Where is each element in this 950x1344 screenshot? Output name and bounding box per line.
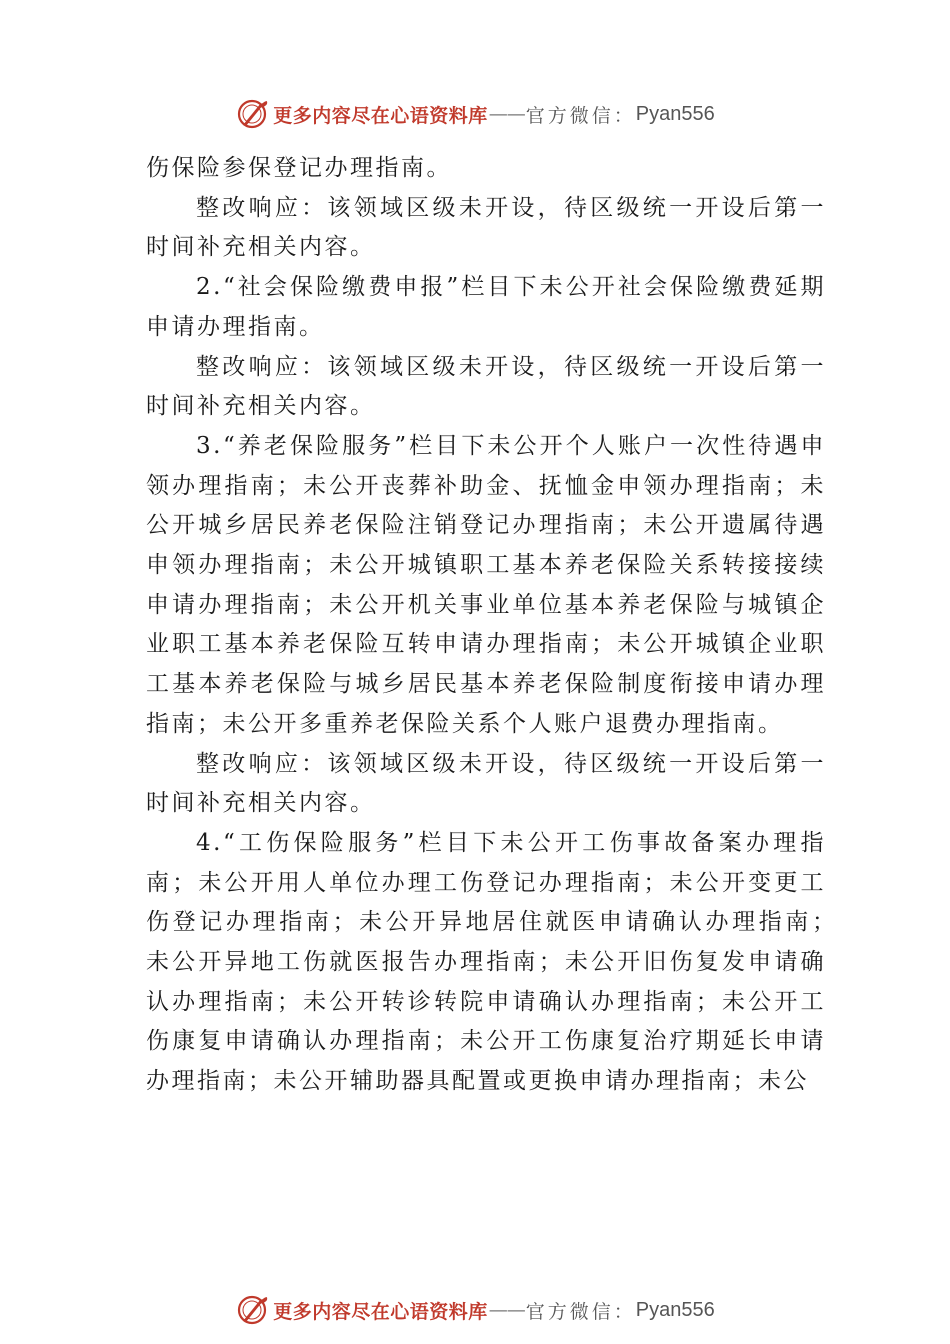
footer-watermark-banner bbox=[0, 1290, 950, 1330]
wechat-id: Pyan556 bbox=[635, 1298, 715, 1321]
document-body bbox=[146, 149, 852, 1102]
quill-seal-icon bbox=[235, 97, 269, 131]
wechat-label: 官方微信： bbox=[525, 104, 636, 127]
brand-name: 更多内容尽在心语资料库 bbox=[273, 1300, 488, 1323]
wechat-id: Pyan556 bbox=[635, 102, 715, 125]
wechat-label: 官方微信： bbox=[525, 1300, 636, 1323]
paragraph-3: 2.“社会保险缴费申报”栏目下未公开社会保险缴费延期申请办理指南。 bbox=[146, 274, 826, 340]
paragraph-2: 整改响应：该领域区级未开设，待区级统一开设后第一时间补充相关内容。 bbox=[146, 194, 826, 261]
paragraph-1: 伤保险参保登记办理指南。 bbox=[146, 155, 452, 181]
brand-name: 更多内容尽在心语资料库 bbox=[273, 104, 488, 127]
paragraph-4: 整改响应：该领域区级未开设，待区级统一开设后第一时间补充相关内容。 bbox=[146, 353, 826, 420]
separator: —— bbox=[488, 103, 525, 125]
separator: —— bbox=[488, 1299, 525, 1321]
quill-seal-icon bbox=[235, 1293, 269, 1327]
paragraph-7: 4.“工伤保险服务”栏目下未公开工伤事故备案办理指南；未公开用人单位办理工伤登记办理指南；未公开变更工伤登记办理指南；未公开异地居住就医申请确认办理指南； 未公开异地工伤就医报告办理指南；未公开旧伤复发申请确认办理指南；未公开转诊转院申请确认办理指南；未公开工伤康复申请确认办理指南；未公开工伤康复治疗期延长申请办理指南；未公开辅助器具配置或更换申请办理指南；未公 bbox=[146, 829, 852, 1095]
header-watermark-banner bbox=[0, 94, 950, 134]
paragraph-5: 3.“养老保险服务”栏目下未公开个人账户一次性待遇申领办理指南；未公开丧葬补助金、抚恤金申领办理指南；未公开城乡居民养老保险注销登记办理指南；未公开遗属待遇申领办理指南；未公开城镇职工基本养老保险关系转接接续申请办理指南；未公开机关事业单位基本养老保险与城镇企业职工基本养老保险互转申请办理指南；未公开城镇企业职工基本养老保险与城乡居民基本养老保险制度衔接申请办理指南；未公开多重养老保险关系个人账户退费办理指南。 bbox=[146, 432, 826, 737]
paragraph-6: 整改响应：该领域区级未开设，待区级统一开设后第一时间补充相关内容。 bbox=[146, 750, 826, 817]
